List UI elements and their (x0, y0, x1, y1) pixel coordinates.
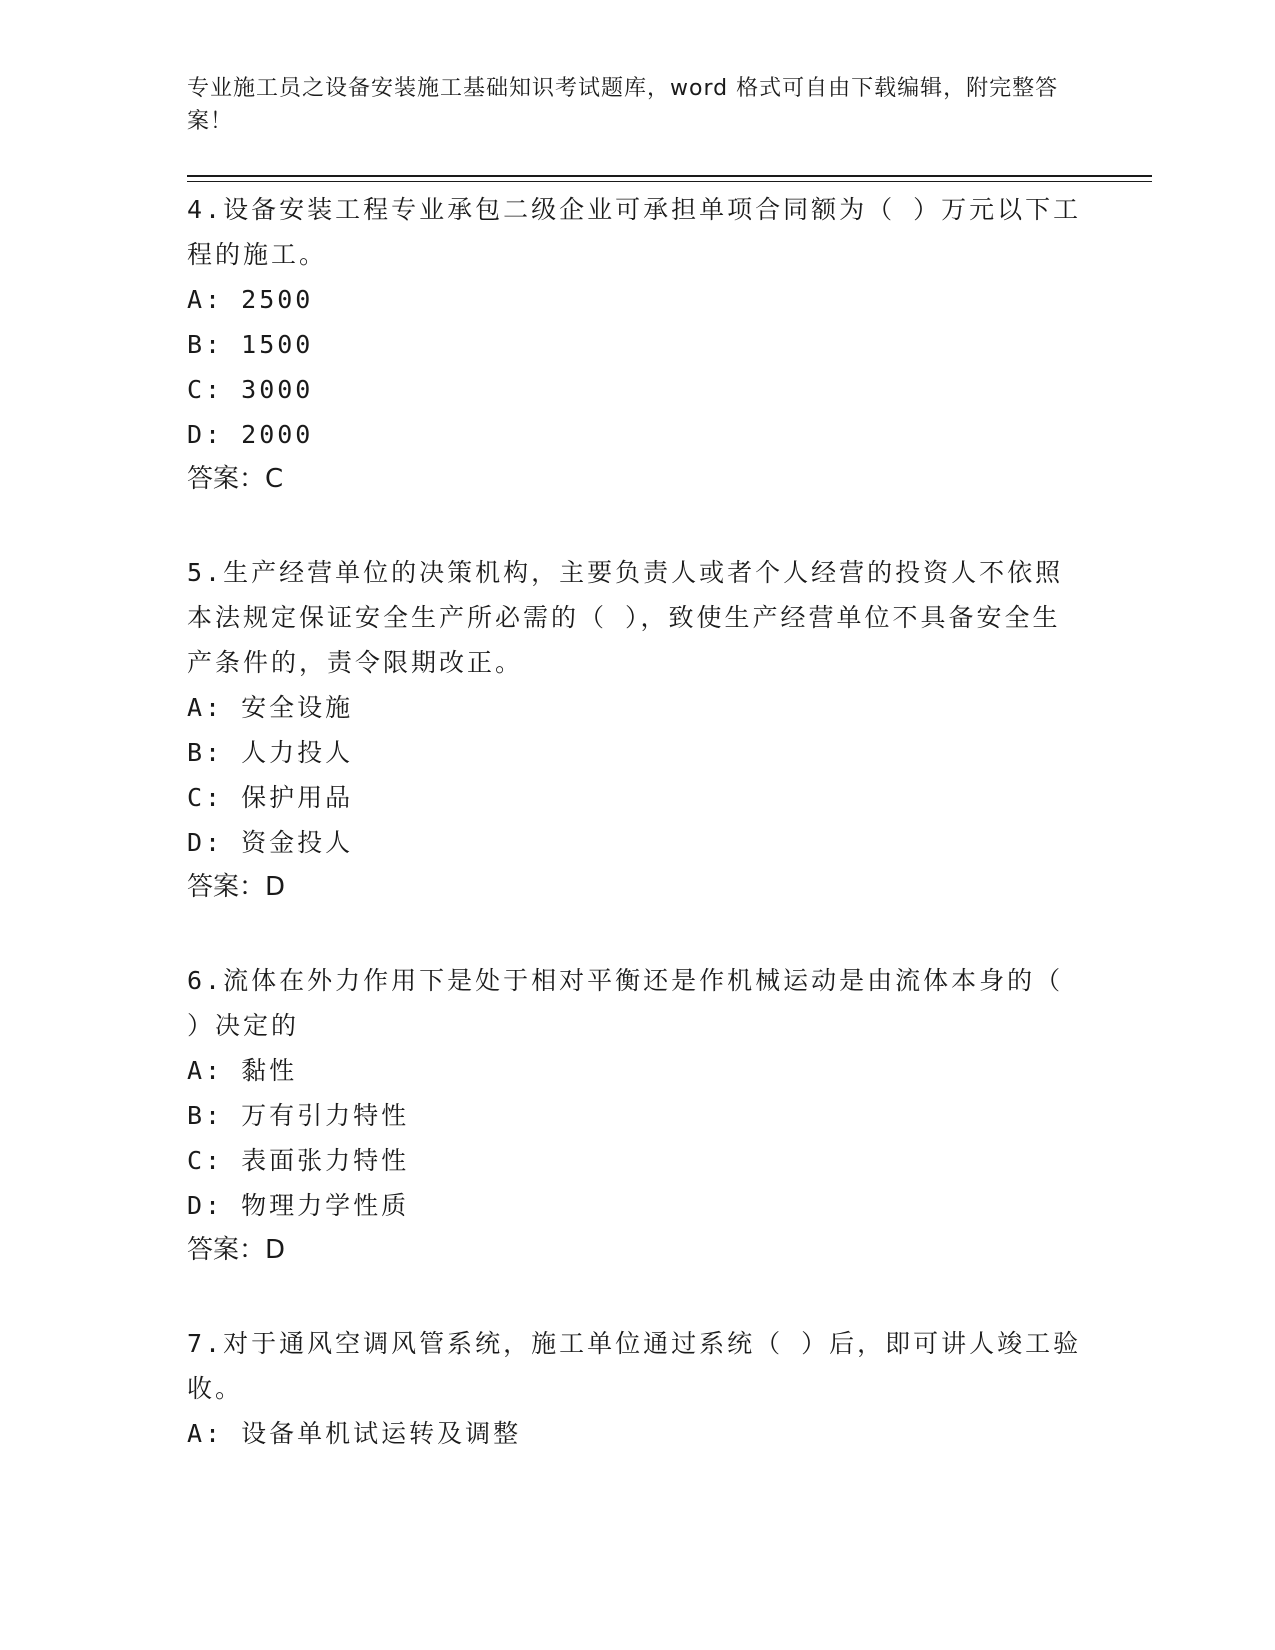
answer-line: 答案：D (187, 872, 286, 902)
answer-line: 答案：D (187, 1235, 286, 1265)
option-c: C: 保护用品 (187, 783, 354, 812)
question-stem: 4.设备安装工程专业承包二级企业可承担单项合同额为（ ）万元以下工程的施工。 (187, 195, 1082, 269)
option-d: D: 物理力学性质 (187, 1191, 410, 1220)
document-header: 专业施工员之设备安装施工基础知识考试题库，word 格式可自由下载编辑，附完整答案！ (187, 76, 1059, 134)
question-stem: 6.流体在外力作用下是处于相对平衡还是作机械运动是由流体本身的（ ）决定的 (187, 966, 1064, 1040)
option-c: C: 表面张力特性 (187, 1146, 410, 1175)
option-d: D: 2000 (187, 420, 314, 449)
option-b: B: 人力投人 (187, 738, 354, 767)
option-a: A: 黏性 (187, 1056, 298, 1085)
header-divider-thick (187, 175, 1152, 177)
option-b: B: 万有引力特性 (187, 1101, 410, 1130)
option-d: D: 资金投人 (187, 828, 354, 857)
question-list (187, 187, 1087, 1504)
option-a: A: 2500 (187, 285, 314, 314)
answer-line: 答案：C (187, 464, 284, 494)
option-a: A: 安全设施 (187, 693, 354, 722)
question-5 (187, 550, 1087, 910)
question-4 (187, 187, 1087, 502)
question-stem: 5.生产经营单位的决策机构，主要负责人或者个人经营的投资人不依照本法规定保证安全生产所必需的（ ），致使生产经营单位不具备安全生产条件的，责令限期改正。 (187, 558, 1064, 677)
question-stem: 7.对于通风空调风管系统，施工单位通过系统（ ）后，即可讲人竣工验收。 (187, 1329, 1082, 1403)
question-7 (187, 1321, 1087, 1456)
option-a: A: 设备单机试运转及调整 (187, 1419, 522, 1448)
option-c: C: 3000 (187, 375, 314, 404)
header-divider-thin (187, 181, 1152, 182)
option-b: B: 1500 (187, 330, 314, 359)
question-6 (187, 958, 1087, 1273)
